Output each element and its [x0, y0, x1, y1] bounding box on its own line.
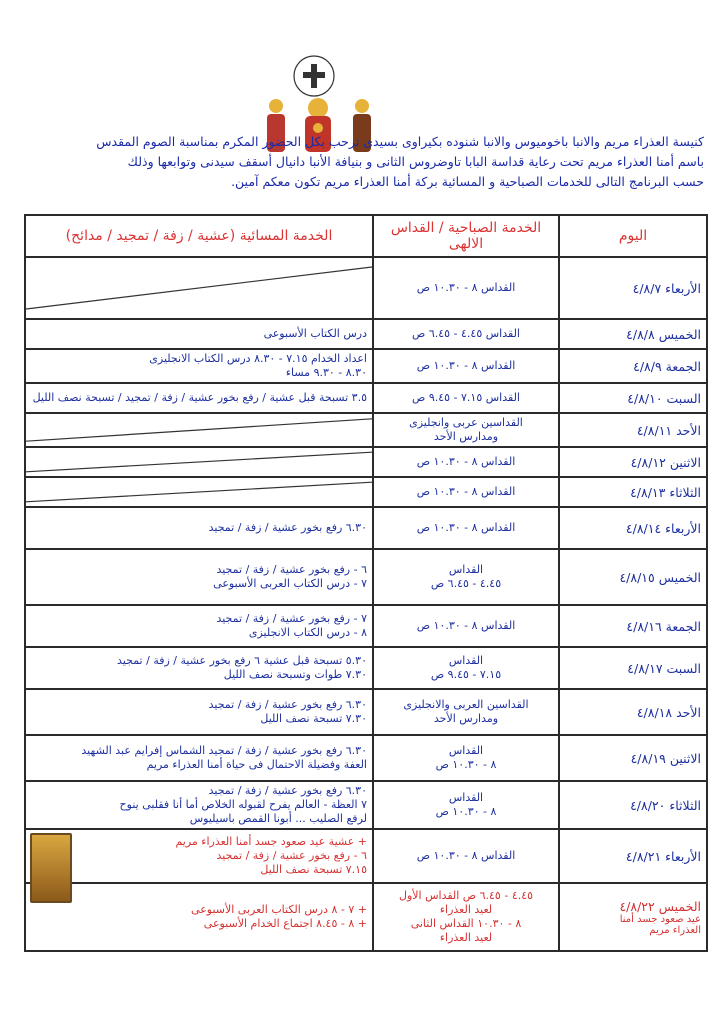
- evening-cell: [25, 413, 373, 447]
- evening-cell: [25, 349, 373, 383]
- evening-text: + ٧ - ٨ درس الكتاب العربى الأسبوعى: [191, 903, 367, 916]
- morning-text: ٨ - ١٠.٣٠ ص: [435, 805, 497, 818]
- blank-cell-strike: [26, 258, 372, 318]
- morning-cell: [373, 829, 559, 883]
- evening-text: ٣.٥ تسبحة قبل عشية / رفع بخور عشية / زفة / تمجيد / تسبحة نصف الليل: [32, 391, 367, 404]
- evening-cell: [25, 257, 373, 319]
- evening-cell: [25, 319, 373, 349]
- morning-text: لعيد العذراء: [439, 931, 493, 944]
- evening-text: ٧ - درس الكتاب العربى الأسبوعى: [213, 577, 367, 590]
- day-text: السبت ٤/٨/١٠: [627, 390, 701, 406]
- table-row: [25, 689, 707, 735]
- header-morning: الخدمة الصباحية / القداس الالهى: [373, 215, 559, 257]
- evening-cell: [25, 549, 373, 605]
- table-row: [25, 605, 707, 647]
- day-cell: [559, 507, 707, 549]
- morning-text: القداس ٧.١٥ - ٩.٤٥ ص: [412, 391, 520, 404]
- day-subtext: العذراء مريم: [649, 924, 701, 936]
- day-subtext: عيد صعود جسد أمنا: [619, 913, 701, 925]
- table-row: [25, 549, 707, 605]
- blank-cell-strike: [26, 414, 372, 446]
- day-text: الخميس ٤/٨/٢٢: [619, 898, 701, 914]
- morning-cell: [373, 447, 559, 477]
- evening-text: ٧ - رفع بخور عشية / زفة / تمجيد: [216, 612, 367, 625]
- morning-cell: [373, 383, 559, 413]
- evening-cell: [25, 647, 373, 689]
- day-text: الخميس ٤/٨/٨: [626, 326, 701, 342]
- day-text: الجمعة ٤/٨/٩: [633, 358, 701, 374]
- table-row: [25, 413, 707, 447]
- morning-text: القداس: [448, 563, 484, 576]
- table-row: [25, 383, 707, 413]
- day-text: الثلاثاء ٤/٨/١٣: [630, 484, 701, 500]
- evening-cell: [25, 883, 373, 951]
- evening-cell: [25, 447, 373, 477]
- schedule-table: [24, 214, 708, 952]
- morning-cell: [373, 507, 559, 549]
- evening-text: درس الكتاب الأسبوعى: [263, 327, 367, 340]
- day-cell: [559, 447, 707, 477]
- evening-text: ٧ العظة - العالم يفرح لقبوله الخلاص أما أنا فقلبى ينوح: [119, 798, 367, 811]
- day-cell: [559, 781, 707, 829]
- morning-cell: [373, 735, 559, 781]
- intro-text: [18, 132, 704, 192]
- day-cell: [559, 257, 707, 319]
- day-text: الاثنين ٤/٨/١٢: [630, 454, 701, 470]
- table-body: [25, 257, 707, 951]
- morning-text: القداس ٨ - ١٠.٣٠ ص: [416, 455, 516, 468]
- evening-text: ٦.٣٠ رفع بخور عشية / زفة / تمجيد: [208, 784, 367, 797]
- day-text: الأربعاء ٤/٨/٧: [632, 280, 701, 296]
- morning-text: القداس ٨ - ١٠.٣٠ ص: [416, 281, 516, 294]
- evening-cell: [25, 689, 373, 735]
- virgin-mary-icon-image: [30, 833, 72, 903]
- evening-cell: [25, 605, 373, 647]
- day-cell: [559, 829, 707, 883]
- table-row: [25, 257, 707, 319]
- morning-cell: [373, 883, 559, 951]
- church-seal-icon: [287, 54, 341, 98]
- day-cell: [559, 689, 707, 735]
- table-header-row: [25, 215, 707, 257]
- morning-text: القداس ٨ - ١٠.٣٠ ص: [416, 359, 516, 372]
- evening-text: ٦ - رفع بخور عشية / زفة / تمجيد: [216, 849, 367, 862]
- morning-cell: [373, 349, 559, 383]
- evening-text: ٧.٣٠ تسبحة نصف الليل: [260, 712, 367, 725]
- morning-text: القداس: [448, 744, 484, 757]
- evening-cell: [25, 735, 373, 781]
- day-text: الأربعاء ٤/٨/٢١: [625, 848, 701, 864]
- table-row: [25, 349, 707, 383]
- evening-text: لرفع الصليب ... أبونا القمص باسيليوس: [189, 812, 367, 825]
- morning-text: القداسين عربى وانجليزى: [409, 416, 523, 429]
- evening-text: ٧.١٥ تسبحة نصف الليل: [260, 863, 367, 876]
- day-cell: [559, 735, 707, 781]
- evening-cell: [25, 477, 373, 507]
- morning-text: القداس: [448, 791, 484, 804]
- morning-text: القداس: [448, 654, 484, 667]
- header-day: اليوم: [559, 215, 707, 257]
- morning-text: ومدارس الأحد: [433, 430, 499, 443]
- morning-cell: [373, 647, 559, 689]
- day-text: الجمعة ٤/٨/١٦: [626, 618, 701, 634]
- morning-text: القداس ٨ - ١٠.٣٠ ص: [416, 485, 516, 498]
- evening-cell: [25, 383, 373, 413]
- evening-text: ٦.٣٠ رفع بخور عشية / زفة / تمجيد: [208, 521, 367, 534]
- table-row: [25, 883, 707, 951]
- evening-text: ٨ - درس الكتاب الانجليزى: [248, 626, 367, 639]
- evening-cell: [25, 829, 373, 883]
- day-text: السبت ٤/٨/١٧: [627, 660, 701, 676]
- day-cell: [559, 349, 707, 383]
- table-row: [25, 647, 707, 689]
- morning-text: القداس ٨ - ١٠.٣٠ ص: [416, 521, 516, 534]
- morning-cell: [373, 781, 559, 829]
- morning-text: القداس ٨ - ١٠.٣٠ ص: [416, 619, 516, 632]
- day-text: الثلاثاء ٤/٨/٢٠: [630, 797, 701, 813]
- table-row: [25, 829, 707, 883]
- blank-cell-strike: [26, 448, 372, 476]
- evening-cell: [25, 781, 373, 829]
- table-row: [25, 507, 707, 549]
- day-text: الأربعاء ٤/٨/١٤: [625, 520, 701, 536]
- morning-cell: [373, 477, 559, 507]
- evening-text: ٥.٣٠ تسبحة قبل عشية ٦ رفع بخور عشية / زفة / تمجيد: [117, 654, 367, 667]
- day-cell: [559, 883, 707, 951]
- evening-text: العفة وفضيلة الاحتمال فى حياة أمنا العذراء مريم: [146, 758, 367, 771]
- table-row: [25, 447, 707, 477]
- morning-cell: [373, 549, 559, 605]
- morning-cell: [373, 319, 559, 349]
- day-text: الخميس ٤/٨/١٥: [619, 569, 701, 585]
- evening-cell: [25, 507, 373, 549]
- evening-text: ٦.٣٠ رفع بخور عشية / زفة / تمجيد الشماس إفرايم عبد الشهيد: [81, 744, 367, 757]
- table-row: [25, 781, 707, 829]
- evening-text: ٨.٣٠ - ٩.٣٠ مساء: [285, 366, 367, 379]
- morning-cell: [373, 689, 559, 735]
- morning-cell: [373, 257, 559, 319]
- day-cell: [559, 647, 707, 689]
- day-text: الأحد ٤/٨/١١: [636, 422, 701, 438]
- day-cell: [559, 319, 707, 349]
- day-cell: [559, 549, 707, 605]
- header-evening: الخدمة المسائية (عشية / زفة / تمجيد / مدائح): [25, 215, 373, 257]
- intro-line: حسب البرنامج التالى للخدمات الصباحية و المسائية بركة أمنا العذراء مريم تكون معكم آمين.: [231, 174, 704, 189]
- table-row: [25, 735, 707, 781]
- morning-cell: [373, 413, 559, 447]
- table-row: [25, 319, 707, 349]
- morning-text: ٤.٤٥ - ٦.٤٥ ص القداس الأول: [398, 889, 534, 902]
- morning-text: ٨ - ١٠.٣٠ القداس الثانى: [410, 917, 522, 930]
- day-text: الأحد ٤/٨/١٨: [636, 704, 701, 720]
- morning-cell: [373, 605, 559, 647]
- intro-line: كنيسة العذراء مريم والانبا باخوميوس والانبا شنوده بكيراوى بسيدى ترحب بكل الحضور المكرم بمناسبة الصوم المقدس: [96, 134, 704, 149]
- evening-text: ٦.٣٠ رفع بخور عشية / زفة / تمجيد: [208, 698, 367, 711]
- morning-text: القداسين العربى والانجليزى: [403, 698, 529, 711]
- intro-line: باسم أمنا العذراء مريم تحت رعاية قداسة البابا تاوضروس الثانى و بنيافة الأنبا دانيال أسقف سيدنى وتوابعها وذلك: [127, 154, 704, 169]
- morning-text: ٧.١٥ - ٩.٤٥ ص: [430, 668, 502, 681]
- day-cell: [559, 477, 707, 507]
- morning-text: لعيد العذراء: [439, 903, 493, 916]
- morning-text: ٨ - ١٠.٣٠ ص: [435, 758, 497, 771]
- morning-text: ومدارس الأحد: [433, 712, 499, 725]
- evening-text: + ٨ - ٨.٤٥ اجتماع الخدام الأسبوعى: [203, 917, 367, 930]
- evening-text: + عشية عيد صعود جسد أمنا العذراء مريم: [175, 835, 367, 848]
- day-cell: [559, 413, 707, 447]
- evening-text: اعداد الخدام ٧.١٥ - ٨.٣٠ درس الكتاب الانجليزى: [149, 352, 367, 365]
- morning-text: القداس ٨ - ١٠.٣٠ ص: [416, 849, 516, 862]
- evening-text: ٦ - رفع بخور عشية / زفة / تمجيد: [216, 563, 367, 576]
- day-cell: [559, 383, 707, 413]
- evening-text: ٧.٣٠ طوات وتسبحة نصف الليل: [223, 668, 367, 681]
- morning-text: القداس ٤.٤٥ - ٦.٤٥ ص: [412, 327, 520, 340]
- day-text: الاثنين ٤/٨/١٩: [630, 750, 701, 766]
- table-row: [25, 477, 707, 507]
- morning-text: ٤.٤٥ - ٦.٤٥ ص: [430, 577, 502, 590]
- blank-cell-strike: [26, 478, 372, 506]
- day-cell: [559, 605, 707, 647]
